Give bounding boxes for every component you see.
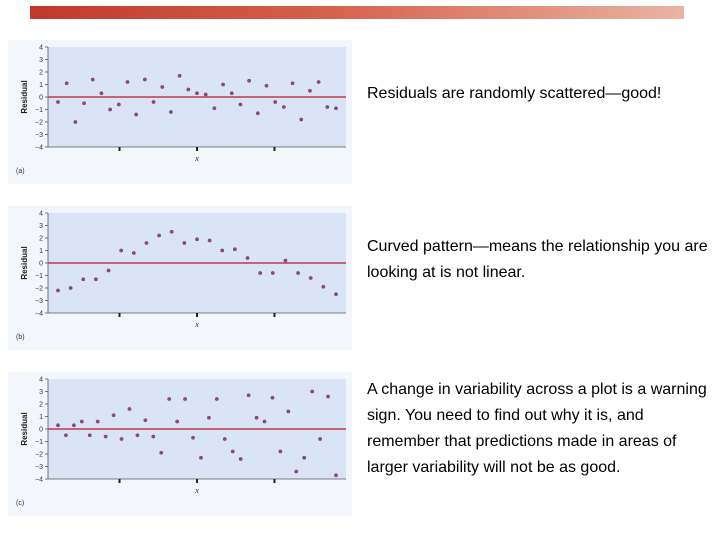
y-tick-label: −2: [35, 119, 43, 127]
residual-plot-c: [8, 372, 352, 516]
data-point: [96, 420, 100, 424]
y-axis-label: Residual: [20, 246, 29, 280]
residual-plot-c-svg: [8, 372, 352, 516]
y-axis-label: Residual: [20, 412, 29, 446]
data-point: [56, 289, 60, 293]
data-point: [117, 103, 121, 107]
data-point: [186, 88, 190, 92]
data-point: [112, 413, 116, 417]
data-point: [195, 237, 199, 241]
data-point: [183, 397, 187, 401]
data-point: [256, 111, 260, 115]
y-tick-label: −3: [35, 464, 43, 471]
data-point: [145, 241, 149, 245]
caption-curved-pattern: Curved pattern—means the relationship you are looking at is not linear.: [367, 238, 708, 281]
data-point: [233, 247, 237, 251]
data-point: [94, 277, 98, 281]
data-point: [88, 433, 92, 437]
data-point: [265, 84, 269, 88]
data-point: [273, 100, 277, 104]
y-tick-label: 2: [39, 69, 43, 77]
data-point: [286, 410, 290, 414]
data-point: [195, 91, 199, 95]
data-point: [296, 271, 300, 275]
data-point: [56, 100, 60, 104]
y-tick-label: −4: [35, 310, 43, 318]
data-point: [221, 83, 225, 87]
y-tick-label: −1: [35, 107, 43, 114]
y-axis-label: Residual: [20, 80, 29, 114]
y-tick-label: −2: [35, 451, 43, 459]
caption-variability-change: A change in variability across a plot is a warning sign. You need to find out why it is, and remember that predictions made in areas of larger variability will not be as good.: [367, 381, 707, 476]
y-tick-label: 2: [39, 235, 43, 243]
data-point: [108, 108, 112, 112]
data-point: [325, 105, 329, 109]
data-point: [334, 473, 338, 477]
data-point: [81, 277, 85, 281]
data-point: [239, 457, 243, 461]
data-point: [82, 101, 86, 105]
data-point: [72, 423, 76, 427]
panel-label: (b): [16, 334, 25, 341]
data-point: [191, 436, 195, 440]
y-tick-label: −1: [35, 439, 43, 446]
data-point: [302, 456, 306, 460]
data-point: [321, 285, 325, 289]
data-point: [182, 241, 186, 245]
data-point: [208, 239, 212, 243]
data-point: [128, 407, 132, 411]
data-point: [65, 81, 69, 85]
y-tick-label: 4: [39, 376, 43, 384]
data-point: [160, 85, 164, 89]
title-bar: [30, 6, 684, 19]
data-point: [143, 78, 147, 82]
data-point: [207, 416, 211, 420]
data-point: [199, 456, 203, 460]
data-point: [310, 390, 314, 394]
y-tick-label: −3: [35, 132, 43, 139]
data-point: [80, 420, 84, 424]
y-tick-label: −1: [35, 273, 43, 280]
data-point: [91, 78, 95, 82]
residual-plot-b-svg: [8, 206, 352, 350]
residual-plot-b: [8, 206, 352, 350]
data-point: [317, 80, 321, 84]
y-tick-label: −4: [35, 476, 43, 484]
data-point: [157, 234, 161, 238]
y-tick-label: 3: [39, 57, 43, 64]
data-point: [284, 259, 288, 263]
data-point: [169, 110, 173, 114]
data-point: [215, 397, 219, 401]
data-point: [247, 79, 251, 83]
y-tick-label: 3: [39, 223, 43, 230]
y-tick-label: 1: [39, 248, 43, 255]
data-point: [279, 450, 283, 454]
caption-random-scatter: Residuals are randomly scattered—good!: [367, 85, 662, 102]
y-tick-label: 0: [39, 260, 43, 268]
data-point: [136, 433, 140, 437]
y-tick-label: 0: [39, 94, 43, 102]
data-point: [230, 91, 234, 95]
data-point: [104, 435, 108, 439]
residual-plot-a-svg: [8, 40, 352, 184]
y-tick-label: −4: [35, 144, 43, 152]
y-tick-label: 1: [39, 82, 43, 89]
data-point: [318, 437, 322, 441]
data-point: [291, 81, 295, 85]
data-point: [167, 397, 171, 401]
data-point: [143, 418, 147, 422]
y-tick-label: 3: [39, 389, 43, 396]
data-point: [309, 276, 313, 280]
data-point: [223, 437, 227, 441]
data-point: [255, 416, 259, 420]
data-point: [231, 450, 235, 454]
data-point: [120, 437, 124, 441]
data-point: [334, 292, 338, 296]
data-point: [107, 269, 111, 273]
data-point: [56, 423, 60, 427]
data-point: [151, 435, 155, 439]
data-point: [204, 93, 208, 97]
data-point: [134, 113, 138, 117]
data-point: [119, 249, 123, 253]
data-point: [152, 100, 156, 104]
y-tick-label: −3: [35, 298, 43, 305]
data-point: [271, 396, 275, 400]
data-point: [73, 120, 77, 124]
data-point: [308, 89, 312, 93]
data-point: [282, 105, 286, 109]
data-point: [247, 393, 251, 397]
data-point: [258, 271, 262, 275]
y-tick-label: 1: [39, 414, 43, 421]
x-axis-label: x: [195, 320, 199, 329]
data-point: [69, 286, 73, 290]
residual-plot-a: [8, 40, 352, 184]
data-point: [159, 451, 163, 455]
data-point: [246, 256, 250, 260]
panel-label: (a): [16, 168, 25, 175]
y-tick-label: 4: [39, 210, 43, 218]
data-point: [100, 91, 104, 95]
data-point: [178, 74, 182, 78]
data-point: [212, 106, 216, 110]
data-point: [220, 249, 224, 253]
data-point: [271, 271, 275, 275]
data-point: [326, 395, 330, 399]
data-point: [263, 420, 267, 424]
x-axis-label: x: [195, 486, 199, 495]
data-point: [334, 106, 338, 110]
panel-label: (c): [16, 500, 25, 507]
y-tick-label: −2: [35, 285, 43, 293]
data-point: [126, 80, 130, 84]
x-axis-label: x: [195, 154, 199, 163]
y-tick-label: 4: [39, 44, 43, 52]
data-point: [64, 433, 68, 437]
data-point: [299, 118, 303, 122]
y-tick-label: 0: [39, 426, 43, 434]
data-point: [175, 420, 179, 424]
data-point: [170, 230, 174, 234]
y-tick-label: 2: [39, 401, 43, 409]
data-point: [294, 470, 298, 474]
data-point: [239, 103, 243, 107]
data-point: [132, 251, 136, 255]
